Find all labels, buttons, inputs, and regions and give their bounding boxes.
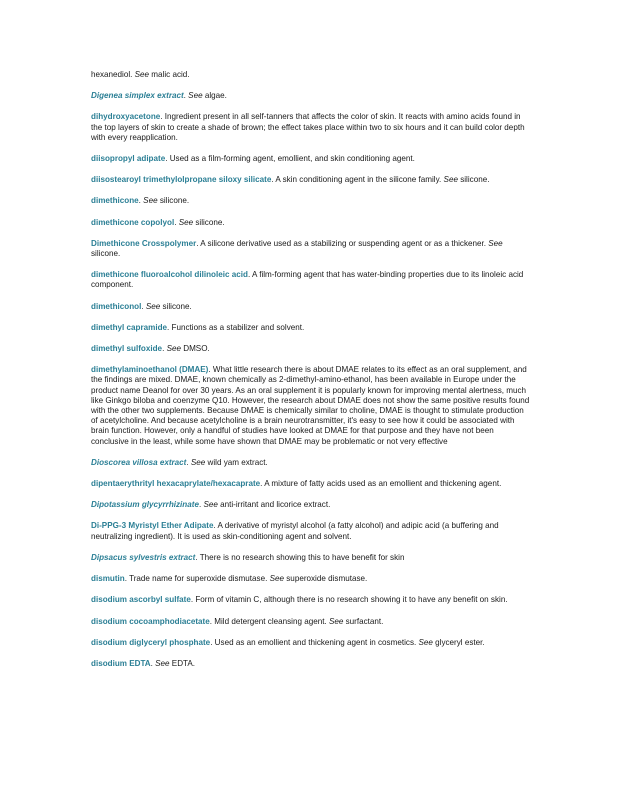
glossary-entry [91,344,531,354]
see-reference: See [155,658,170,668]
see-reference: See [418,637,433,647]
glossary-entry [91,218,531,228]
glossary-entry [91,365,531,447]
entry-term-link[interactable]: disodium EDTA [91,658,151,668]
entry-definition: . [174,217,179,227]
see-reference: See [190,457,206,467]
glossary-entry [91,175,531,185]
see-reference: See [145,301,161,311]
entry-definition: . [150,658,156,668]
entry-definition: . What little research there is about DMAE relates to its effect as an oral supplement, and the findings are mixed. DMAE, known chemically as 2-dimethyl-amino-ethanol, has been available in Europe under the product name Deanol for over 30 years. As an oral supplement it is popularly known for improving mental alertness, much like Ginkgo biloba and coenzyme Q10. However, the research about DMAE does not show the same positive results found with the other two supplements. Because DMAE is chemically similar to choline, DMAE is thought to stimulate production of acetylcholine. And because acetylcholine is a brain neurotransmitter, it's easy to see how it could be associated with brain function. However, only a handful of studies have looked at DMAE for that purpose and they have not been conclusive in the least, while some have shown that DMAE may be problematic or not very effective [91,365,530,446]
entry-definition: . [141,301,146,311]
entry-definition: . A derivative of myristyl alcohol (a fatty alcohol) and adipic acid (a buffering and neutralizing ingredient). It is used as skin-conditioning agent and solvent. [91,521,499,541]
entry-term-link[interactable]: dimethylaminoethanol (DMAE) [91,365,209,375]
glossary-entries [91,70,531,680]
entry-term-link[interactable]: Di-PPG-3 Myristyl Ether Adipate [91,521,214,531]
see-reference: See [203,500,218,510]
entry-term-link[interactable]: dimethicone copolyol [91,217,175,227]
entry-term-link[interactable]: disodium cocoamphodiacetate [91,616,210,626]
entry-definition: . Trade name for superoxide dismutase. [124,574,270,584]
glossary-entry [91,270,531,290]
glossary-entry [91,323,531,333]
see-target: silicone. [157,196,190,206]
entry-definition: . [186,457,191,467]
entry-definition: . Used as an emollient and thickening agent in cosmetics. [210,637,419,647]
entry-definition: . A silicone derivative used as a stabilizing or suspending agent or as a thickener. [196,238,489,248]
entry-term-link[interactable]: diisostearoyl trimethylolpropane siloxy silicate [91,175,272,185]
see-target: superoxide dismutase. [284,574,368,584]
glossary-entry [91,154,531,164]
see-reference: See [269,574,285,584]
see-target: anti-irritant and licorice extract. [217,500,331,510]
entry-term-link[interactable]: dimethicone fluoroalcohol dilinoleic acid [91,270,248,280]
glossary-entry [91,659,531,669]
glossary-entry [91,196,531,206]
see-reference: See [328,616,344,626]
glossary-entry [91,595,531,605]
glossary-entry [91,617,531,627]
entry-definition: . [162,344,167,354]
see-target: DMSO. [180,344,210,354]
entry-definition: . Used as a film-forming agent, emollient, and skin conditioning agent. [165,154,415,164]
entry-term-link[interactable]: Dimethicone Crosspolymer [91,238,197,248]
entry-definition: . A mixture of fatty acids used as an emollient and thickening agent. [260,479,502,489]
glossary-entry [91,91,531,101]
entry-term-link[interactable]: dimethiconol [91,301,142,311]
glossary-entry [91,239,531,259]
entry-definition: . There is no research showing this to have benefit for skin [195,552,405,562]
entry-definition: . Ingredient present in all self-tanners that affects the color of skin. It reacts with amino acids found in the top layers of skin to create a shade of brown; the effect takes place within two to six hours and it can build color depth with every reapplication. [91,112,525,142]
glossary-entry [91,112,531,143]
entry-definition: . [138,196,144,206]
see-target: EDTA. [169,658,196,668]
entry-term-link[interactable]: Dipotassium glycyrrhizinate [91,500,199,510]
glossary-entry [91,70,531,80]
entry-term-link[interactable]: dipentaerythrityl hexacaprylate/hexacaprate [91,479,261,489]
glossary-entry [91,521,531,541]
glossary-entry [91,479,531,489]
glossary-entry [91,500,531,510]
entry-term-link[interactable]: diisopropyl adipate [91,154,166,164]
see-target: wild yam extract. [205,457,268,467]
entry-definition: . [198,500,204,510]
see-reference: See [188,91,203,101]
entry-definition: . Functions as a stabilizer and solvent. [167,322,305,332]
entry-term-link[interactable]: Dioscorea villosa extract [91,457,187,467]
glossary-entry [91,302,531,312]
see-target: silicone. [160,301,192,311]
entry-definition: hexanediol. [91,70,135,79]
see-target: silicone. [91,249,121,259]
see-reference: See [143,196,158,206]
see-target: algae. [202,91,227,101]
see-reference: See [443,175,458,185]
glossary-entry [91,574,531,584]
entry-term-link[interactable]: disodium diglyceryl phosphate [91,637,211,647]
glossary-entry [91,553,531,563]
glossary-entry [91,638,531,648]
entry-term-link[interactable]: dimethyl capramide [91,322,168,332]
see-target: silicone. [193,217,225,227]
entry-term-link[interactable]: dimethyl sulfoxide [91,344,163,354]
see-target: surfactant. [343,616,384,626]
see-reference: See [134,70,150,79]
see-reference: See [178,217,194,227]
entry-term-link[interactable]: dihydroxyacetone [91,112,161,122]
entry-term-link[interactable]: disodium ascorbyl sulfate [91,595,191,605]
entry-definition: . A film-forming agent that has water-binding properties due to its linoleic acid component. [91,270,524,290]
entry-term-link[interactable]: Digenea simplex extract [91,91,184,101]
see-target: silicone. [457,175,490,185]
see-reference: See [488,238,503,248]
entry-term-link[interactable]: Dipsacus sylvestris extract [91,552,196,562]
see-reference: See [166,344,181,354]
entry-definition: . A skin conditioning agent in the silicone family. [271,175,444,185]
glossary-entry [91,458,531,468]
see-target: glyceryl ester. [432,637,485,647]
entry-term-link[interactable]: dimethicone [91,196,139,206]
see-target: malic acid. [149,70,190,79]
entry-definition: . Form of vitamin C, although there is no research showing it to have any benefit on skin. [190,595,508,605]
entry-term-link[interactable]: dismutin [91,574,125,584]
entry-definition: . [183,91,189,101]
entry-definition: . Mild detergent cleansing agent. [209,616,329,626]
